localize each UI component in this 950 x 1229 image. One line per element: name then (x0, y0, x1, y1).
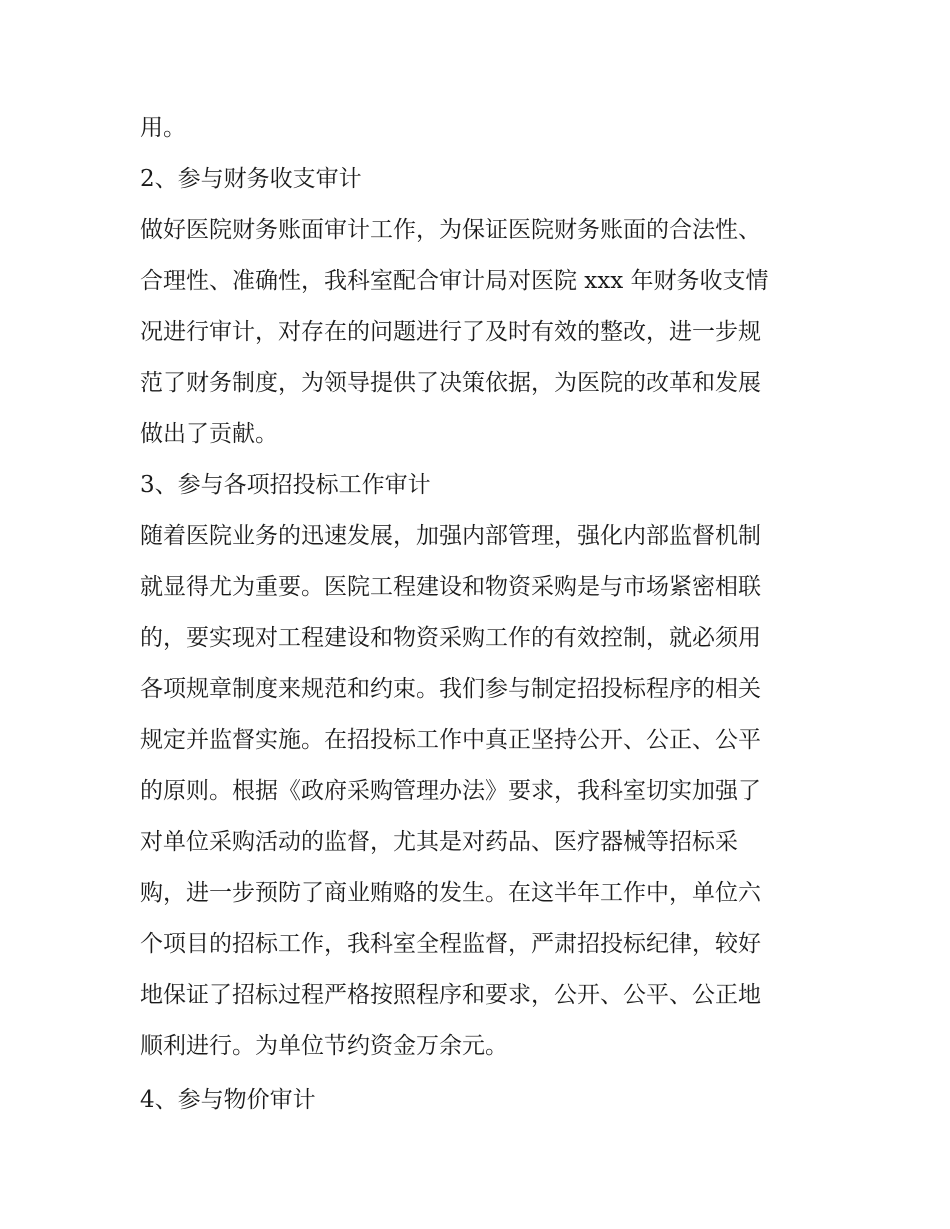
text-line: 顺利进行。为单位节约资金万余元。 (140, 1033, 508, 1059)
section-heading-2: 2、参与财务收支审计 (140, 166, 362, 192)
text-line: 况进行审计，对存在的问题进行了及时有效的整改，进一步规 (140, 319, 761, 345)
section-heading-4: 4、参与物价审计 (140, 1087, 316, 1113)
text-line: 规定并监督实施。在招投标工作中真正坚持公开、公正、公平 (140, 727, 761, 753)
text-line: 做好医院财务账面审计工作，为保证医院财务账面的合法性、 (140, 217, 761, 243)
text-line: 随着医院业务的迅速发展，加强内部管理，强化内部监督机制 (140, 523, 761, 549)
text-line: 地保证了招标过程严格按照程序和要求，公开、公平、公正地 (140, 982, 761, 1008)
text-line: 对单位采购活动的监督，尤其是对药品、医疗器械等招标采 (140, 829, 738, 855)
text-line: 各项规章制度来规范和约束。我们参与制定招投标程序的相关 (140, 676, 761, 702)
text-line: 个项目的招标工作，我科室全程监督，严肃招投标纪律，较好 (140, 931, 761, 957)
text-line: 购，进一步预防了商业贿赂的发生。在这半年工作中，单位六 (140, 880, 761, 906)
text-line: 合理性、准确性，我科室配合审计局对医院 xxx 年财务收支情 (140, 268, 769, 294)
section-heading-3: 3、参与各项招投标工作审计 (140, 472, 431, 498)
text-line: 做出了贡献。 (140, 421, 278, 447)
text-line: 用。 (140, 115, 186, 141)
text-line: 的，要实现对工程建设和物资采购工作的有效控制，就必须用 (140, 625, 761, 651)
text-line: 的原则。根据《政府采购管理办法》要求，我科室切实加强了 (140, 778, 761, 804)
text-line: 范了财务制度，为领导提供了决策依据，为医院的改革和发展 (140, 370, 761, 396)
document-body (140, 103, 812, 1126)
text-line: 就显得尤为重要。医院工程建设和物资采购是与市场紧密相联 (140, 574, 761, 600)
